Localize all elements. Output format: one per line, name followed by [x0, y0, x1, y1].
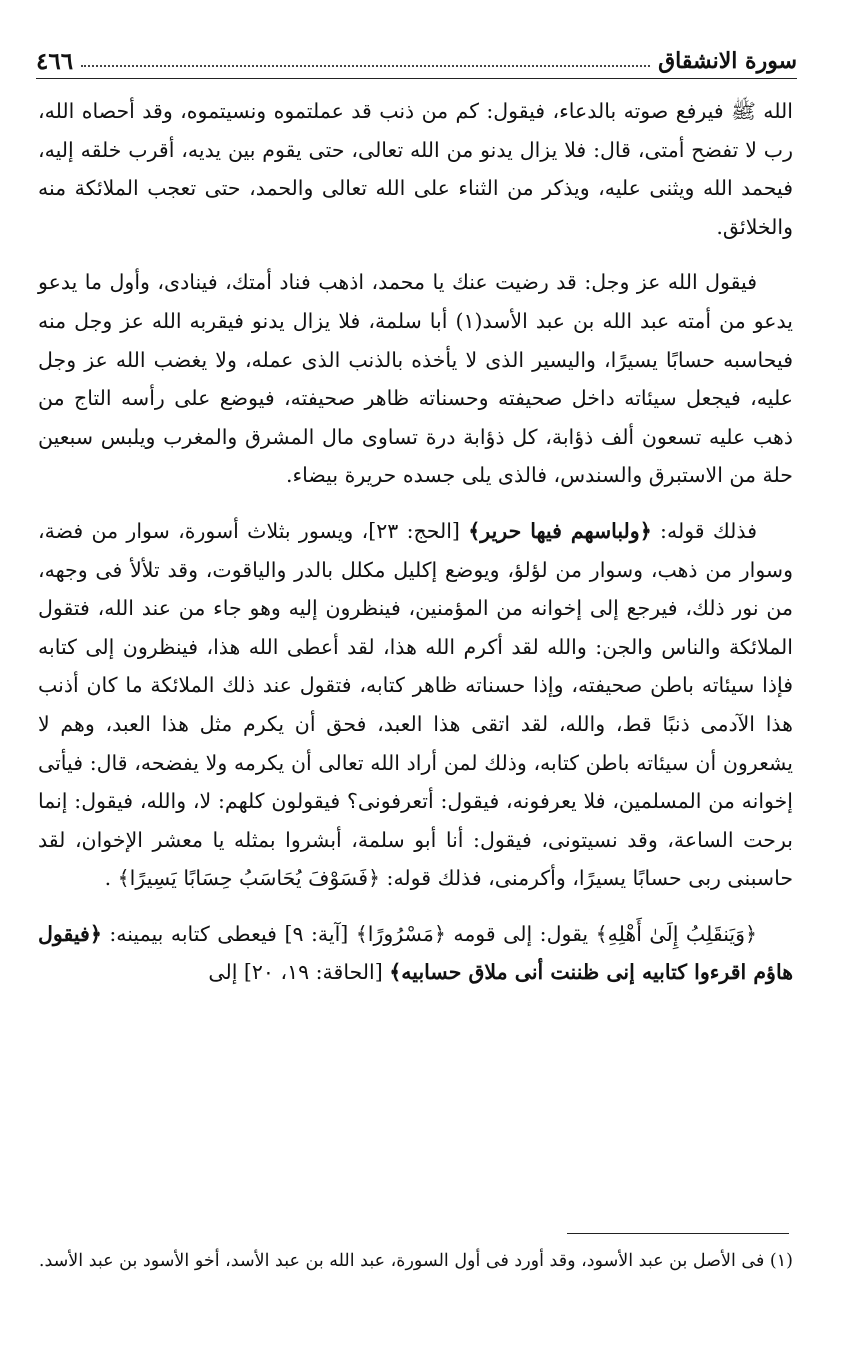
paragraph-3-body: [الحج: ٢٣]، ويسور بثلاث أسورة، سوار من فضة، وسوار من ذهب، وسوار من لؤلؤ، ويوضع إكليل مكلل بالدر والياقوت، وقد تلألأ فى وجهه، من نور ذلك، فيرجع إلى إخوانه من المؤمنين، فينظرون إليه وهو جاء من عند الله، فتقول الملائكة والناس والجن: والله لقد أكرم الله هذا، لقد أعطى الله هذا، فينظرون إلى كتابه فإذا سيئاته باطن صحيفته، وإذا حسناته ظاهر كتابه، فتقول عند ذلك الملائكة ما كان أذنب هذا الآدمى ذنبًا قط، والله، لقد اتقى هذا العبد، فحق أن يكرم مثل هذا العبد، وهم لا يشعرون أن سيئاته باطن كتابه، وذلك لمن أراد الله تعالى أن يكرمه ولا يفضحه، قال: فيأتى إخوانه من المسلمين، فلا يعرفونه، فيقول: أتعرفونى؟ فيقولون كلهم: لا، والله، فيقول: إنما برحت الساعة، وقد نسيتونى، فيقول: أنا أبو سلمة، أبشروا بمثله يا معشر الإخوان، لقد حاسبنى ربى حسابًا يسيرًا، وأكرمنى، فذلك قوله:	[38, 518, 793, 891]
quran-quote-inshiqaq-8: ﴿فَسَوْفَ يُحَاسَبُ حِسَابًا يَسِيرًا﴾	[117, 866, 381, 891]
footnote-divider	[567, 1233, 789, 1234]
main-text	[38, 92, 793, 992]
paragraph-3-end: .	[104, 866, 118, 891]
paragraph-1: الله ﷺ فيرفع صوته بالدعاء، فيقول: كم من ذنب قد عملتموه ونسيتموه، وقد أحصاه الله، رب لا تفضح أمتى، قال: فلا يزال يدنو من الله تعالى، حتى يقوم بين يديه، أقرب خلقه إليه، فيحمد الله ويثنى عليه، ويذكر من الثناء على الله تعالى والحمد، حتى تعجب الملائكة منه والخلائق.	[38, 99, 793, 239]
page-header	[36, 44, 797, 79]
paragraph-4-end: [الحاقة: ١٩، ٢٠] إلى	[208, 960, 390, 985]
paragraph-2: فيقول الله عز وجل: قد رضيت عنك يا محمد، اذهب فناد أمتك، فينادى، وأول ما يدعو يدعو من أمته عبد الله بن عبد الأسد(١) أبا سلمة، فلا يزال يدنو فيقربه الله عز وجل منه فيحاسبه حسابًا يسيرًا، واليسير الذى لا يأخذه بالذنب الذى عمله، ولا يغضب الله عز وجل عليه، فيجعل سيئاته داخل صحيفته وحسناته ظاهر صحيفته، فيوضع على رأسه التاج من ذهب عليه تسعون ألف ذؤابة، كل ذؤابة درة تساوى مال المشرق والمغرب ويلبس سبعين حلة من الاستبرق والسندس، فالذى يلى جسده حريرة بيضاء.	[38, 270, 793, 488]
surah-title: سورة الانشقاق	[658, 48, 797, 74]
header-dotted-leader	[81, 65, 650, 67]
footnote-1: (١) فى الأصل بن عبد الأسود، وقد أورد فى أول السورة، عبد الله بن عبد الأسد، أخو الأسود بن عبد الأسد.	[38, 1251, 793, 1271]
paragraph-4-intro: ﴿وَيَنقَلِبُ إِلَىٰ أَهْلِهِ﴾ يقول: إلى قومه ﴿مَسْرُورًا﴾ [آية: ٩] فيعطى كتابه بيمينه:	[101, 921, 757, 946]
paragraph-3	[38, 512, 793, 898]
paragraph-3-intro: فذلك قوله:	[651, 518, 757, 543]
paragraph-4	[38, 915, 793, 992]
footnote	[38, 1244, 793, 1278]
quran-quote-haqqah-19: ﴿فيقول هاؤم اقرءوا كتابيه إنى ظننت أنى ملاق حسابيه﴾	[38, 921, 793, 985]
quran-quote-hajj-23: ﴿ولباسهم فيها حرير﴾	[468, 518, 652, 543]
page-number: ٤٦٦	[36, 47, 74, 75]
